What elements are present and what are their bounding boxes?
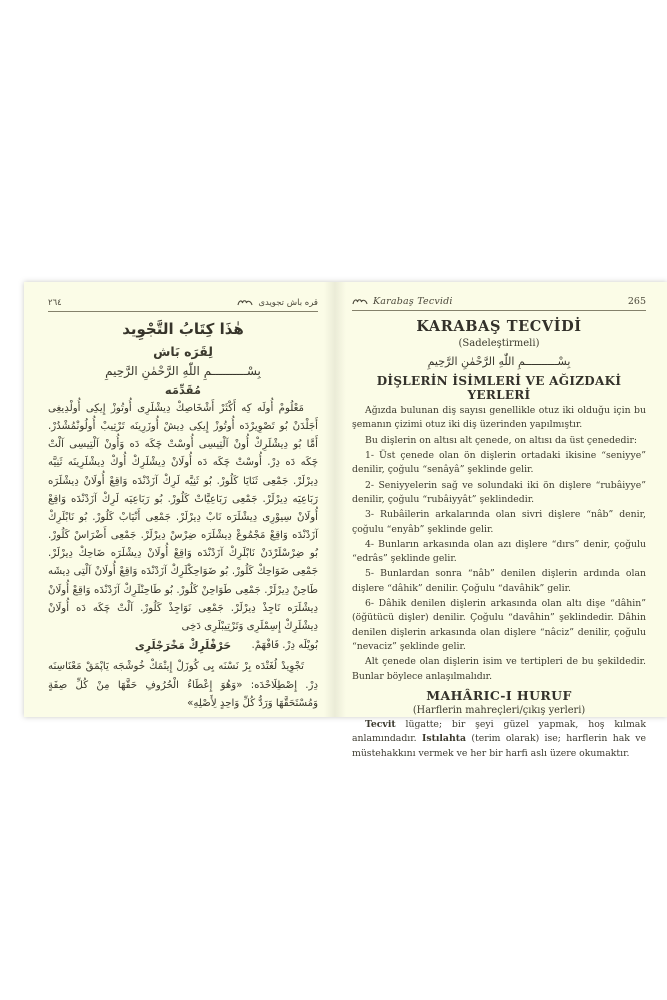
calligraphic-flourish-icon [352,298,368,306]
paragraph: Bu dişlerin on altısı alt çenede, on altısı da üst çenededir: [365,434,638,446]
ottoman-paragraph-1: مَعْلُومْ أُولَه كِه أَكْثَرْ أَشْخَاصِكْ دِيشْلَرِى أُوتُوزْ إِيكِى أُولْدِيغِى أَجَلْدَنْ بُو تَصْوِيرْدَه أُوتُوزْ إِيكِى دِيشْ أُوزَرِينَه تَرْتِيبْ أُولُونْمُشْدُرْ. أَمَّا بُو دِيشْلَرِكْ أُونْ آلْتِيسِى أُوسْتْ چَكَه دَه وَأُونْ آلْتِيسِى آلْتْ چَكَه دَه دِرْ. أُوسْتْ چَكَه دَه أُولَانْ دِيشْلَرِكْ أُوكْ دِيشْلَرِينَه ثَنِيَّه دِيرْلَرْ. جَمْعِى ثَنَايَا كَلُورْ. بُو ثَنِيَّه لَرِكْ آزَدْنْدَه وَاقِعْ أُولَانْ دِيشْلَرَه رَبَاعِيَه دِيرْلَرْ. جَمْعِى رَبَاعِيَّاتْ كَلُورْ. بُو رَبَاعِيَه لَرِكْ آزَدْنْدَه وَاقِعْ أُولَانْ سِيوْرِى دِيشْلَرَه نَابْ دِيرْلَرْ. جَمْعِى أَنْيَابْ كَلُورْ. بُو نَابْلَرِكْ آزَدْنْدَه وَاقِعْ مَجْمُوعْ دِيشْلَرَه ضِرْسْ دِيرْلَرْ. جَمْعِى أَضْرَاسْ كَلُورْ. بُو ضِرْسْلَرْدَنْ نَابْلَرِكْ آزَدْنْدَه وَاقِعْ أُولَانْ دِيشْلَرَه ضَاحِكْ دِيرْلَرْ. جَمْعِى ضَوَاحِكْ كَلُورْ. بُو ضَوَاحِكْلَرِكْ آزَدْنْدَه وَاقِعْ أُولَانْ آلْتِى دِيشَه طَاحِنْ دِيرْلَرْ. جَمْعِى طَوَاحِنْ كَلُورْ. بُو طَاحِنْلَرِكْ آزَدْنْدَه وَاقِعْ أُولَانْ دِيشْلَرَه نَاجِذْ دِيرْلَرْ. جَمْعِى نَوَاجِذْ كَلُورْ. آلْتْ چَكَه دَه أُولَانْ دِيشْلَرِكْ إِسِمْلَرِى وَتَرْتِيبْلَرِى دَخِى [48,403,318,632]
left-page-header [48,298,318,312]
numbered-paragraph-4: 4- Bunların arkasında olan azı dişlere “dırs” denir, çoğulu “edrâs” şeklinde gelir. [352,538,646,565]
numbered-paragraph-5: 5- Bunlardan sonra “nâb” denilen dişlerin ardında olan dişlere “dâhik” denilir. Çoğulu “davâhik” gelir. [352,568,646,594]
right-bismillah-calligraphy: بِسْــــــــــمِ اللّٰهِ الرَّحْمٰنِ الرَّحِيمِ [427,355,571,368]
right-running-title [352,296,453,307]
page-subtitle: (Sadeleştirmeli) [458,338,540,349]
left-book-subtitle: لِقَرَه بَاش [153,344,213,359]
section-heading-maharic: MAHÂRIC-I HURUF [426,687,572,703]
section-heading-teeth: DİŞLERİN İSİMLERİ VE AĞIZDAKİ YERLERİ [376,374,622,402]
left-running-title [237,298,318,308]
bold-term-istilahta: Istılahta [421,733,467,745]
section-heading-maharic-sub: (Harflerin mahreçleri/çıkış yerleri) [412,704,586,716]
paragraph: Ağızda bulunan diş sayısı genellikle otuz iki olduğu için bu şemanın çizimi otuz iki diş üzerinden yapılmıştır. [352,405,646,431]
tecvit-definition-text-1: lügatte; bir şeyi güzel yapmak, hoş kılmak anlamındadır. [352,718,646,745]
tecvit-definition-text-2: (terim olarak) ise; harflerin hak ve müstehakkını vermek ve her bir harfi aslı üzere okumaktır. [352,733,646,759]
numbered-paragraph-1: 1- Üst çenede olan ön dişlerin ortadaki ikisine “seniyye” denilir, çoğulu “senâyâ” şeklinde gelir. [352,449,646,476]
ottoman-paragraph-1-end: بُويْلَه دِرْ. فَافْهَمْ. [251,640,318,652]
tecvit-definition-paragraph [352,718,646,761]
left-page-ottoman [24,282,334,717]
left-bismillah-calligraphy: بِسْــــــــــمِ اللّٰهِ الرَّحْمٰنِ الرَّحِيمِ [105,364,261,378]
numbered-paragraph-3: 3- Rubâilerin arkalarında olan sivri dişlere “nâb” denir, çoğulu “enyâb” şeklinde gelir. [352,509,646,535]
ottoman-paragraph-2: تَجْوِيدْ لُغَتْدَه بِرْ نَسْنَه يِى كُوزَلْ إِيتْمَكْ خُوشْجَه يَاپْمَقْ مَعْنَاسِنَه دِرْ. إِصْطِلَاحْدَه: «وَهُوَ إِعْطَاءُ الْحُرُوفِ حَقَّهَا مِنْ كُلِّ صِفَةٍ وَمُسْتَحَقَّهَا وَرَدُّ كُلِّ وَاحِدٍ لِأَصْلِهِ» [48,661,318,709]
ottoman-paragraph-1-lastline [48,636,318,655]
bold-term-tecvit: Tecvit [365,718,396,730]
numbered-paragraph-2: 2- Seniyyelerin sağ ve solundaki iki ön dişlere “rubâiyye” denilir, çoğulu “rubâiyyât” şeklindedir. [352,479,646,505]
paragraph: Alt çenede olan dişlerin isim ve tertipleri de bu şekildedir. Bunlar böylece anlaşılmalıdır. [352,656,646,682]
left-book-title: هٰذَا كِتَابُ التَّجْوِيد [122,320,244,338]
left-header-title: قره باش تجويدى [258,298,318,308]
numbered-paragraph-6: 6- Dâhik denilen dişlerin arkasında olan altı dişe “dâhin” (öğütücü dişler) denilir. Çoğulu “davâhin” şeklindedir. Dâhin denilen dişlerin arkasında olan dişlere “nâciz” denilir, çoğulu “nevaciz” şeklinde gelir. [352,598,646,652]
left-section-heading-muqaddime: مُقَدِّمَه [164,383,202,397]
left-subheading-mahrec: حَرْفْلَرِكْ مَخْرَجْلَرِى [134,639,232,653]
book-spread [24,282,667,759]
calligraphic-flourish-icon [237,299,253,307]
right-header-title: Karabaş Tecvidi [373,296,453,307]
right-page-number: 265 [627,296,646,307]
right-page-turkish [334,282,667,759]
page-title: KARABAŞ TECVİDİ [416,318,582,335]
left-page-number: ٢٦٤ [48,298,62,308]
right-page-header [352,296,646,311]
